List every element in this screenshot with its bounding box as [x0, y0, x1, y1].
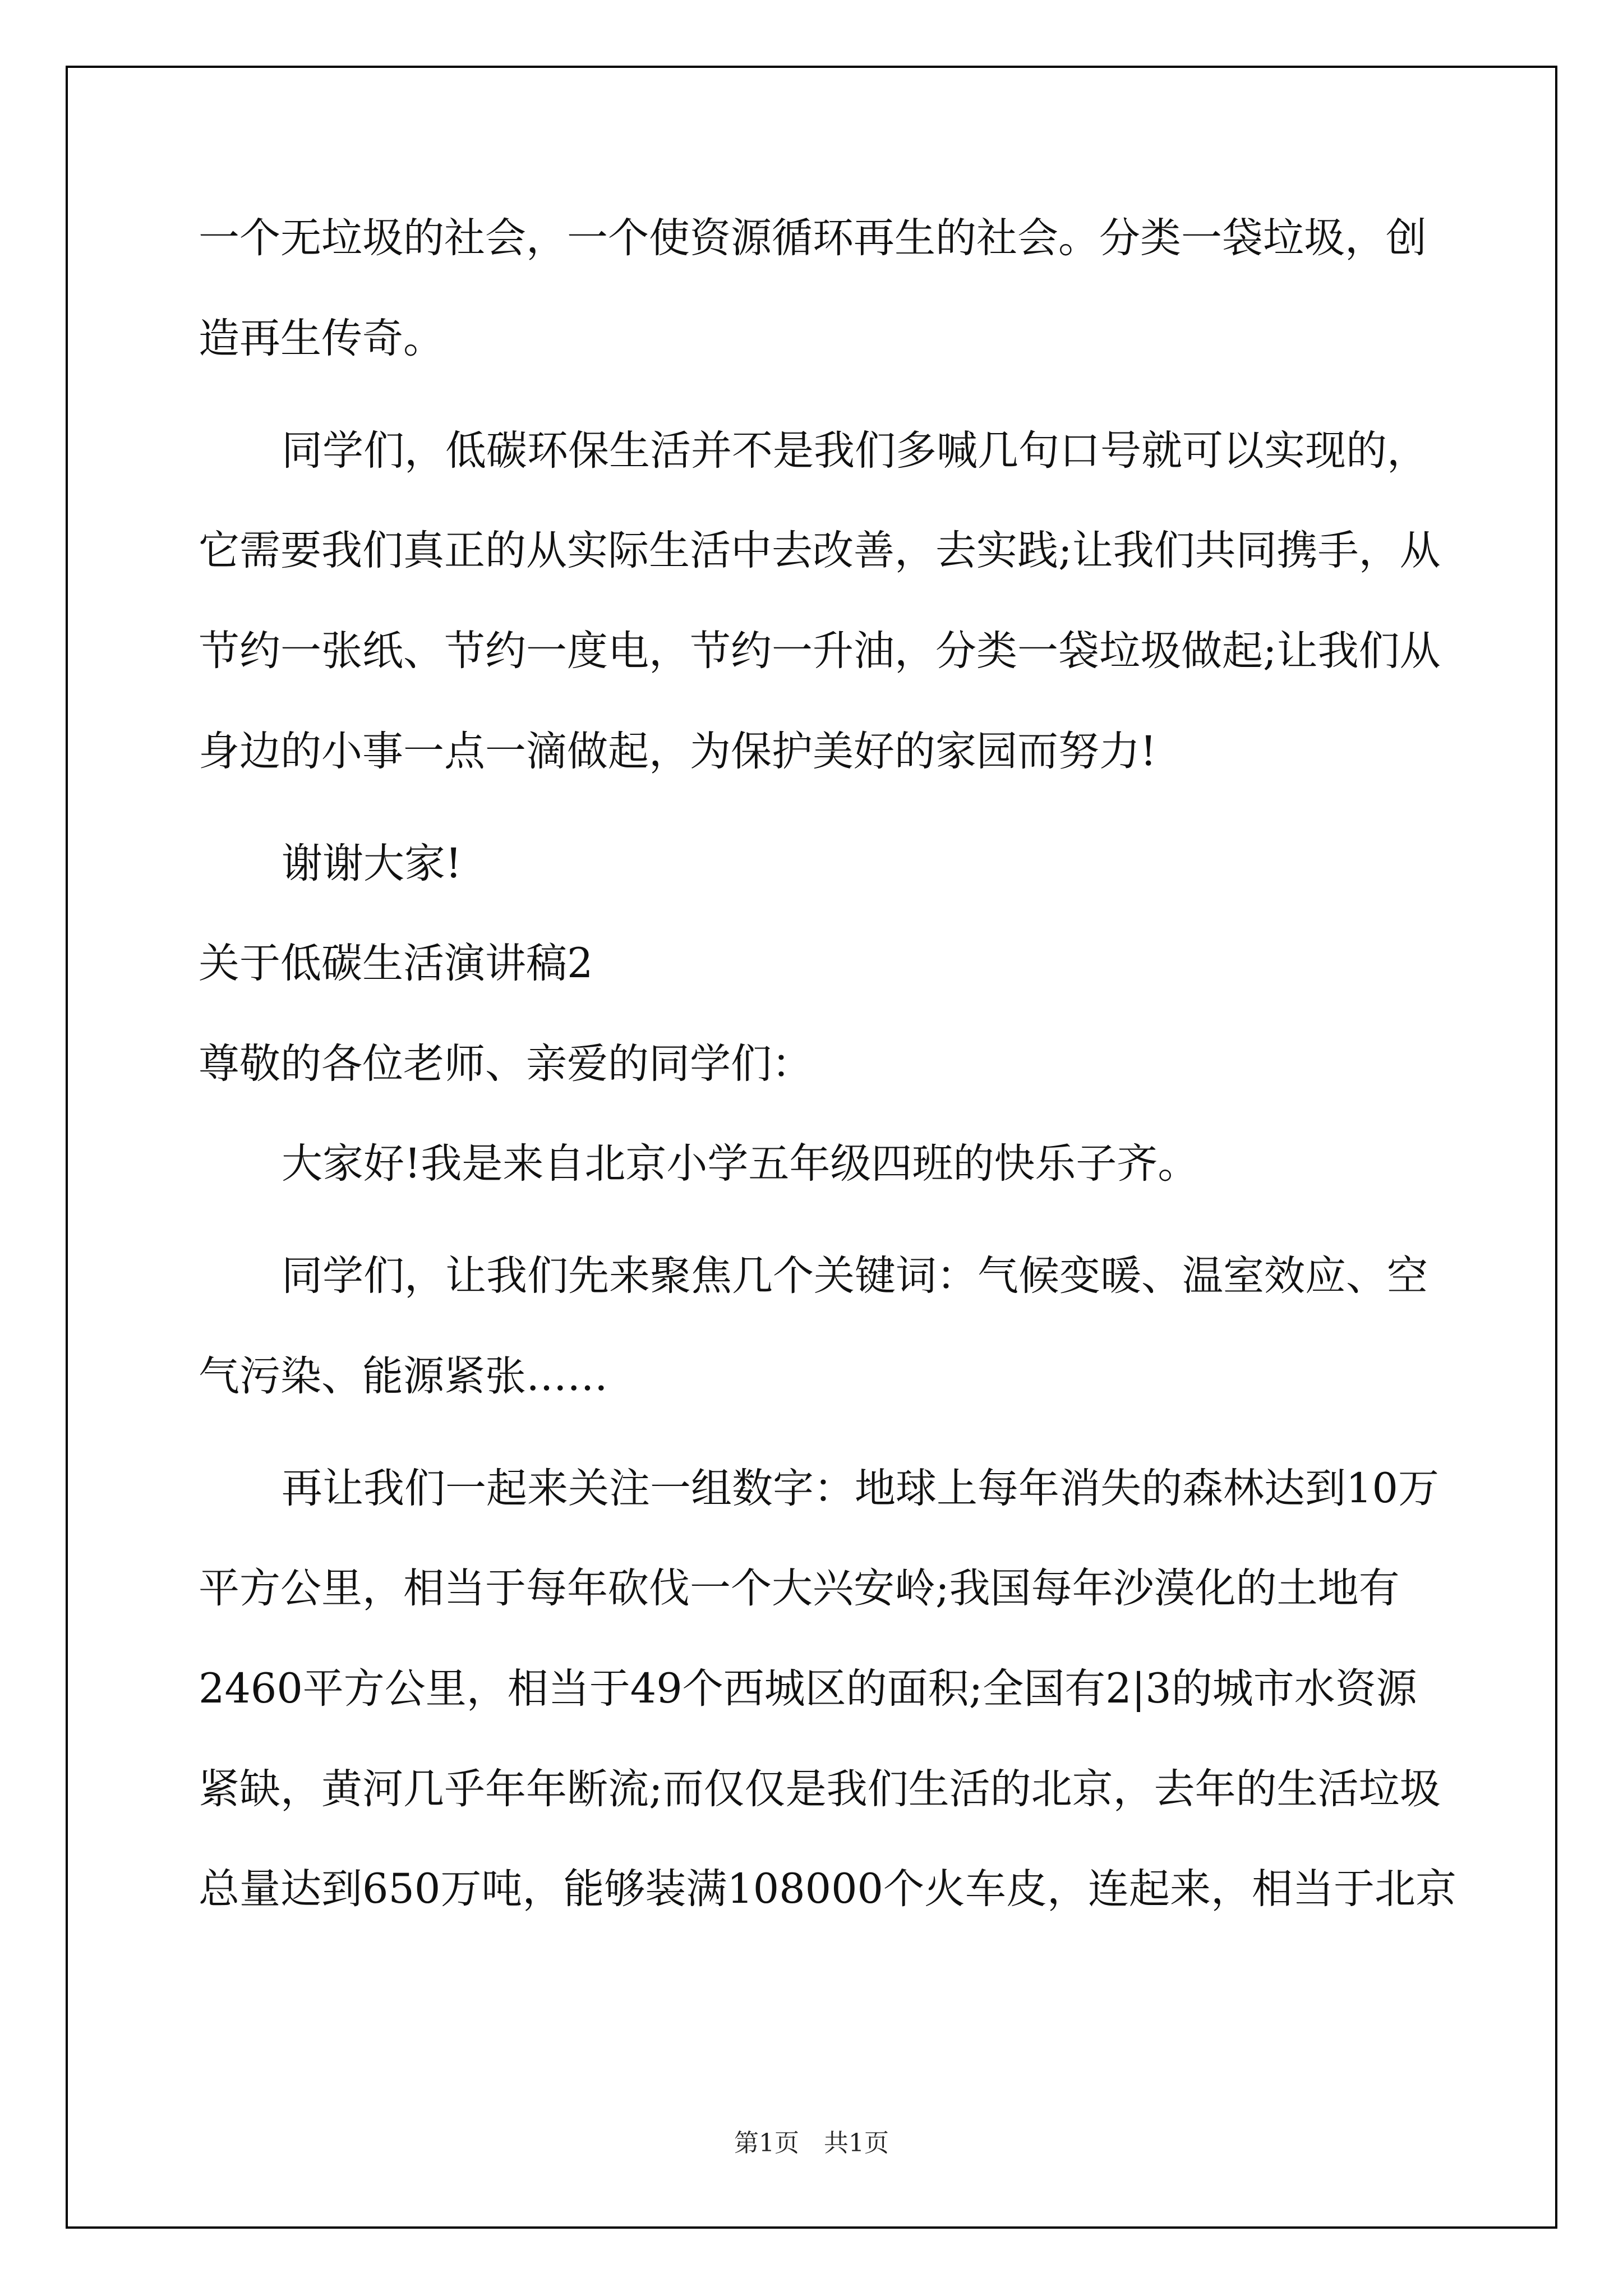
- text-line: 同学们，低碳环保生活并不是我们多喊几句口号就可以实现的，: [282, 427, 1428, 475]
- text-line: 平方公里，相当于每年砍伐一个大兴安岭;我国每年沙漠化的土地有: [199, 1565, 1400, 1612]
- text-line: 总量达到650万吨，能够装满108000个火车皮，连起来，相当于北京: [199, 1865, 1457, 1913]
- text-line: 身边的小事一点一滴做起，为保护美好的家园而努力!: [199, 728, 1157, 775]
- page-footer: 第1页 共1页: [734, 2129, 889, 2157]
- text-line: 再让我们一起来关注一组数字：地球上每年消失的森林达到10万: [282, 1465, 1439, 1512]
- text-line: 同学们，让我们先来聚焦几个关键词：气候变暖、温室效应、空: [282, 1252, 1428, 1300]
- text-line: 一个无垃圾的社会，一个使资源循环再生的社会。分类一袋垃圾，创: [199, 214, 1427, 262]
- salutation: 尊敬的各位老师、亲爱的同学们：: [199, 1040, 813, 1088]
- text-line: 它需要我们真正的从实际生活中去改善，去实践;让我们共同携手，从: [199, 527, 1441, 574]
- text-line: 大家好!我是来自北京小学五年级四班的快乐子齐。: [282, 1140, 1199, 1188]
- text-line: 2460平方公里，相当于49个西城区的面积;全国有2|3的城市水资源: [199, 1665, 1417, 1713]
- text-line: 气污染、能源紧张……: [199, 1352, 608, 1400]
- text-line: 节约一张纸、节约一度电，节约一升油，分类一袋垃圾做起;让我们从: [199, 627, 1441, 675]
- text-line: 造再生传奇。: [199, 315, 444, 362]
- text-line: 谢谢大家!: [282, 840, 462, 887]
- text-line: 紧缺，黄河几乎年年断流;而仅仅是我们生活的北京，去年的生活垃圾: [199, 1765, 1441, 1813]
- section-heading: 关于低碳生活演讲稿2: [199, 940, 593, 987]
